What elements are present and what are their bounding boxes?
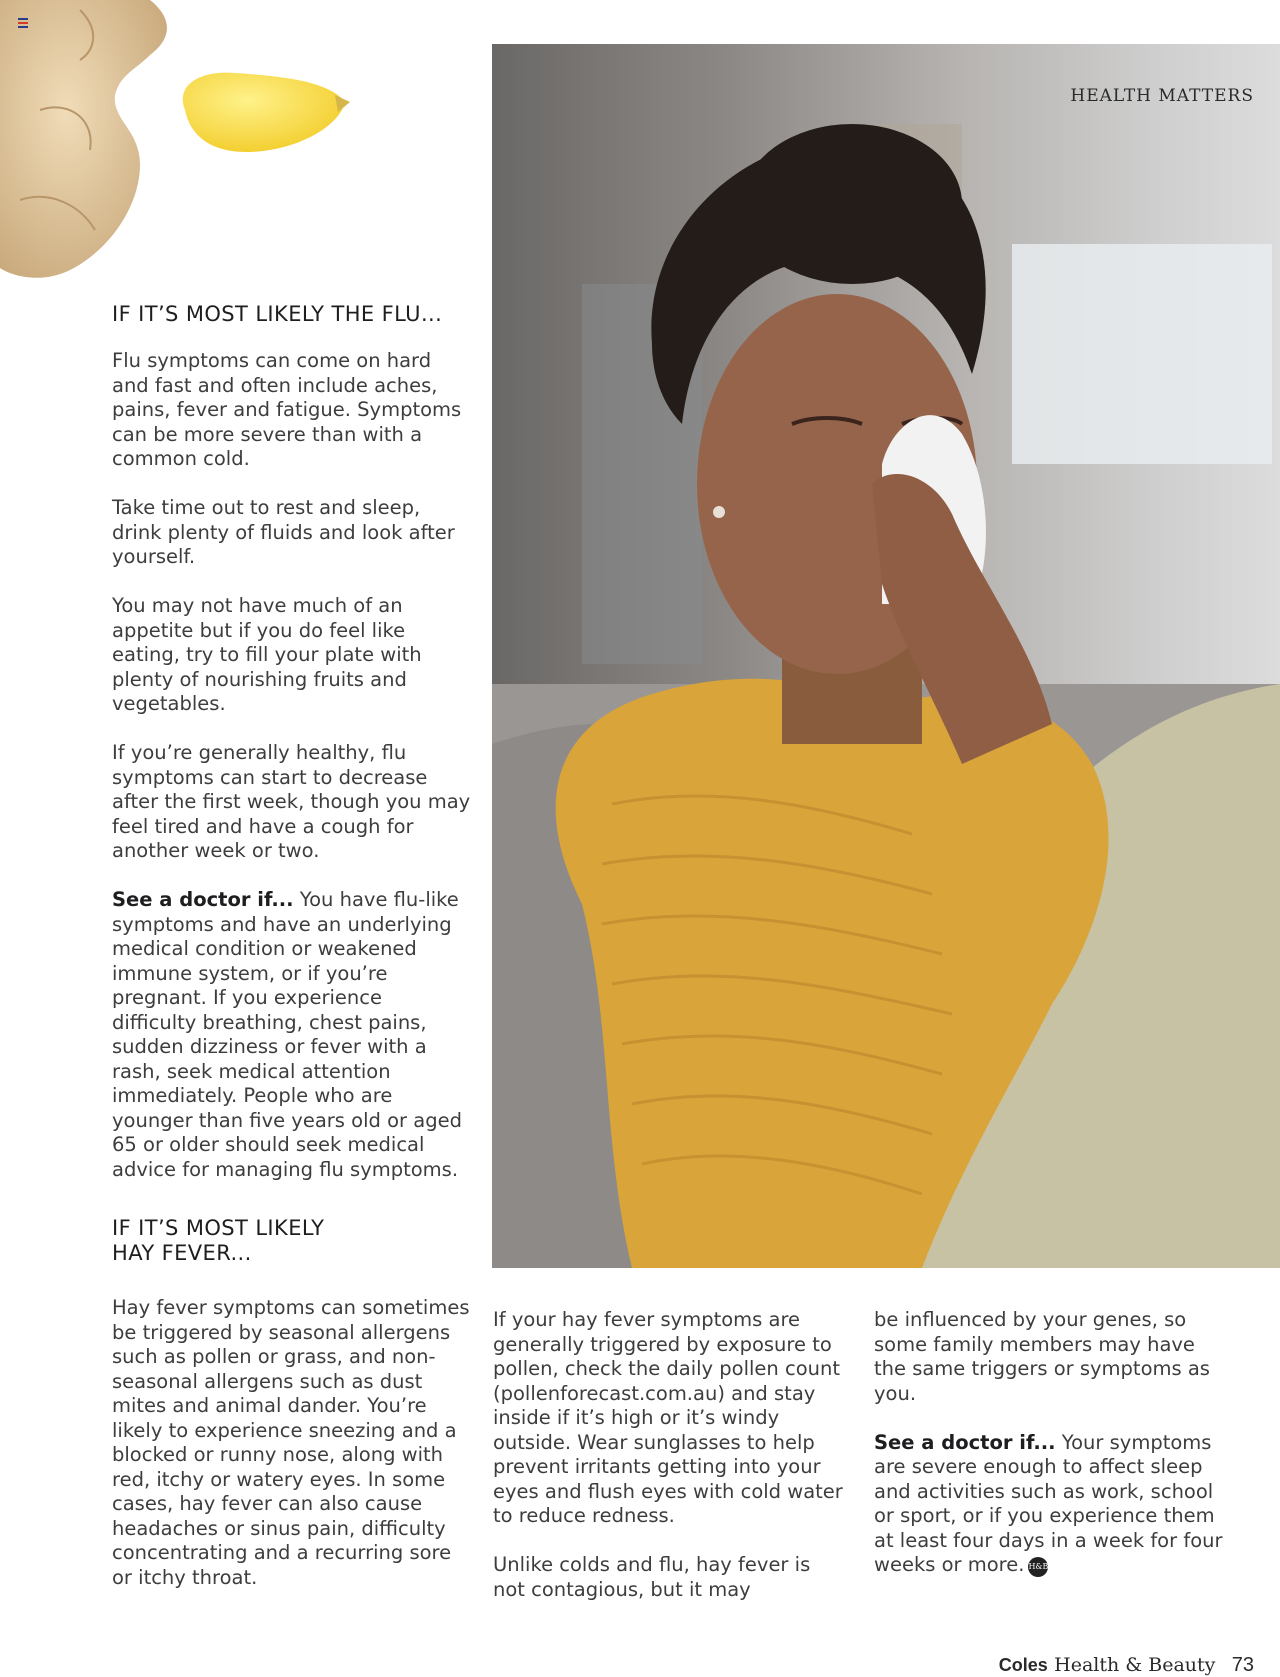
photo-woman-sneezing [492, 44, 1280, 1268]
page-number: 73 [1231, 1654, 1254, 1676]
flu-paragraph-1: Flu symptoms can come on hard and fast and often include aches, pains, fever and fatigue. Symptoms can be more severe than with a common cold. [112, 349, 462, 470]
footer-publication: Health & Beauty [1054, 1654, 1216, 1676]
hay-fever-paragraph-3: Unlike colds and flu, hay fever is not contagious, but it may [493, 1553, 811, 1601]
hay-fever-paragraph-1: Hay fever symptoms can sometimes be triggered by seasonal allergens such as pollen or grass, and non-seasonal allergens such as dust mites and animal dander. You’re likely to experience sneezing and a blocked or runny nose, along with red, itchy or watery eyes. In some cases, hay fever can also cause headaches or sinus pain, difficulty concentrating and a recurring sore or itchy throat. [112, 1296, 470, 1589]
hay-fever-doctor-paragraph [874, 1431, 1224, 1578]
page-footer [999, 1652, 1254, 1677]
flu-column [112, 302, 472, 1615]
hay-fever-heading [112, 1216, 472, 1266]
section-label: HEALTH MATTERS [1070, 86, 1254, 106]
end-of-article-badge-icon: H&B [1028, 1557, 1048, 1577]
hay-fever-doctor-lead: See a doctor if... [874, 1430, 1056, 1454]
hay-fever-paragraph-4: be influenced by your genes, so some family members may have the same triggers or symptoms as you. [874, 1308, 1210, 1405]
footer-brand: Coles [998, 1655, 1048, 1675]
hay-fever-column-2 [493, 1308, 843, 1627]
flu-doctor-text: You have flu-like symptoms and have an underlying medical condition or weakened immune system, or if you’re pregnant. If you experience difficulty breathing, chest pains, sudden dizziness or fever with a rash, seek medical attention immediately. People who are younger than five years old or aged 65 or older should seek medical advice for managing flu symptoms. [112, 888, 462, 1181]
hay-fever-doctor-text: Your symptoms are severe enough to affect sleep and activities such as work, school or sport, or if you experience them at least four days in a week for four weeks or more. [874, 1430, 1223, 1576]
hay-fever-heading-line1: IF IT’S MOST LIKELY [112, 1216, 325, 1240]
hay-fever-heading-line2: HAY FEVER... [112, 1241, 252, 1265]
flu-paragraph-4: If you’re generally healthy, flu symptoms can start to decrease after the first week, though you may feel tired and have a cough for another week or two. [112, 741, 471, 862]
hay-fever-paragraph-2: If your hay fever symptoms are generally triggered by exposure to pollen, check the daily pollen count (pollenforecast.com.au) and stay inside if it’s high or it’s windy outside. Wear sunglasses to help prevent irritants getting into your eyes and flush eyes with cold water to reduce redness. [493, 1308, 843, 1527]
flu-doctor-lead: See a doctor if... [112, 888, 294, 911]
flu-heading: IF IT’S MOST LIKELY THE FLU... [112, 302, 443, 326]
hay-fever-column-3 [874, 1308, 1224, 1602]
menu-icon[interactable] [18, 18, 28, 30]
ginger-lemon-decoration [0, 0, 360, 290]
flu-paragraph-2: Take time out to rest and sleep, drink plenty of fluids and look after yourself. [112, 496, 455, 568]
flu-paragraph-3: You may not have much of an appetite but if you do feel like eating, try to fill your plate with plenty of nourishing fruits and vegetables. [112, 594, 422, 715]
flu-doctor-paragraph [112, 888, 472, 1182]
